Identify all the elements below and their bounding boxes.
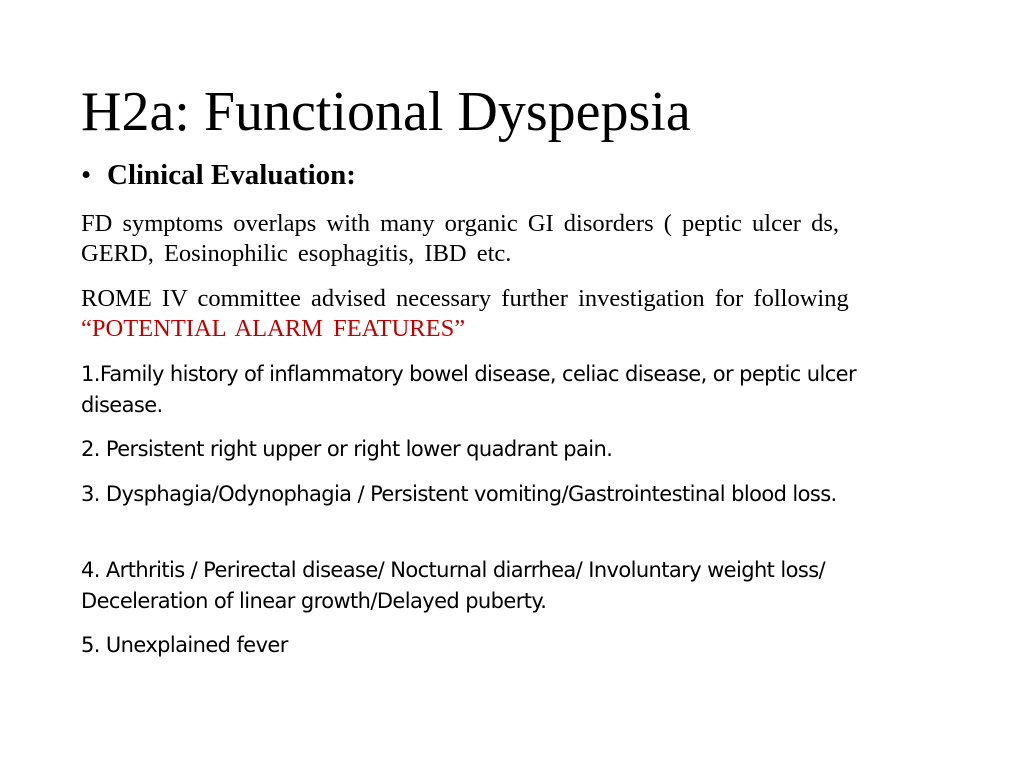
alarm-features-highlight: “POTENTIAL ALARM FEATURES” [81,315,466,342]
bullet-heading [81,157,356,193]
bullet-label: Clinical Evaluation: [107,159,356,191]
alarm-feature-item: 4. Arthritis / Perirectal disease/ Nocturnal diarrhea/ Involuntary weight loss/ Deceleration of linear growth/Delayed puberty. [81,558,826,613]
slide-title: H2a: Functional Dyspepsia [81,81,691,143]
alarm-feature-item: 1.Family history of inflammatory bowel disease, celiac disease, or peptic ulcer disease. [81,362,857,417]
alarm-feature-item: 5. Unexplained fever [81,633,288,657]
rome-iv-text: ROME IV committee advised necessary further investigation for following [81,285,849,312]
alarm-feature-item: 2. Persistent right upper or right lower quadrant pain. [81,437,613,461]
alarm-feature-item: 3. Dysphagia/Odynophagia / Persistent vomiting/Gastrointestinal blood loss. [81,482,837,506]
fd-overlap-paragraph: FD symptoms overlaps with many organic GI disorders ( peptic ulcer ds, GERD, Eosinophilic esophagitis, IBD etc. [81,210,840,267]
rome-iv-paragraph [81,284,921,344]
bullet-icon: • [81,159,92,191]
